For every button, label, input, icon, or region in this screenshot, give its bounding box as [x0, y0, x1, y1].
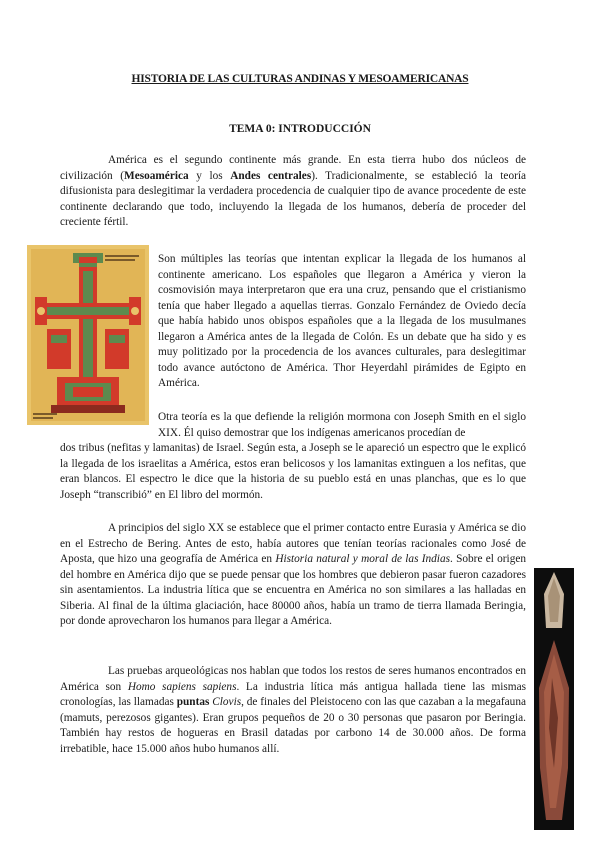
clovis-points-photo [534, 568, 574, 830]
section-title: TEMA 0: INTRODUCCIÓN [229, 123, 371, 135]
maya-cross-stela-illustration [27, 245, 149, 425]
paragraph-intro: América es el segundo continente más grande. En esta tierra hubo dos núcleos de civilización (Mesoamérica y los Andes centrales). Tradicionalmente, se estableció la teoría difusionista para deslegitimar la verdadera procedencia de cualquier tipo de avance procedente de este continente declarando que todo, incluyendo la llegada de los humanos, debería de proceder del creciente fértil. [60, 154, 527, 228]
paragraph-archaeology: Las pruebas arqueológicas nos hablan que todos los restos de seres humanos encontrados en América son Homo sapiens sapiens. La industria lítica más antigua hallada tiene las mismas cronologías, las llamadas puntas Clovis, de finales del Pleistoceno con las que cazaban a la megafauna (mamuts, perezosos gigantes). Eran grupos pequeños de 20 o 30 personas que pasaron por Beringia. También hay restos de hogueras en Brasil datadas por carbono 14 de 30.000 años. De forma irrebatible, hace 15.000 años hubo humanos allí. [60, 665, 526, 755]
paragraph-theories: Son múltiples las teorías que intentan explicar la llegada de los humanos al continente americano. Los españoles que llegaron a América y vieron la cosmovisión maya interpretaron que era una cruz, pensando que el cristianismo tenía que haber llegado a aquellas tierras. Gonzalo Fernández de Oviedo decía que había habido unos obispos españoles que a la llegada de los musulmanes llegaron a América antes de la llegada de Colón. Es un debate que ha sido y es muy politizado por la procedencia de los avances culturales, para deslegitimar todo avance autóctono de América. Thor Heyerdahl pirámides de Egipto en América. [158, 253, 526, 389]
paragraph-bering: A principios del siglo XX se establece que el primer contacto entre Eurasia y América se dio en el Estrecho de Bering. Antes de esto, había autores que tenían teorías racionales como José de Aposta, que hizo una geografía de América en Historia natural y moral de las Indias. Sobre el origen del hombre en América dijo que se puede pensar que los hombres que debieron pasar fueron cazadores sin asentamientos. La industria lítica que se encuentra en América no son similares a las halladas en Siberia. Al final de la última glaciación, hace 80000 años, había un tramo de tierra llamada Beringia, por donde aprovecharon los humanos para llegar a América. [60, 522, 527, 627]
document-title: HISTORIA DE LAS CULTURAS ANDINAS Y MESOAMERICANAS [131, 73, 469, 85]
paragraph-mormon-rest: dos tribus (nefitas y lamanitas) de Israel. Según esta, a Joseph se le apareció un espectro que le explicó la llegada de los israelitas a América, estos eran belicosos y los lamanitas extinguen a los nefitas, que eran blancos. El espectro le dice que la historia de su pueblo está en unas planchas, que es lo que Joseph “transcribió” en El libro del mormón. [60, 442, 526, 501]
paragraph-mormon-top: Otra teoría es la que defiende la religión mormona con Joseph Smith en el siglo XIX. Él quiso demostrar que los indígenas americanos procedían de [158, 411, 526, 439]
